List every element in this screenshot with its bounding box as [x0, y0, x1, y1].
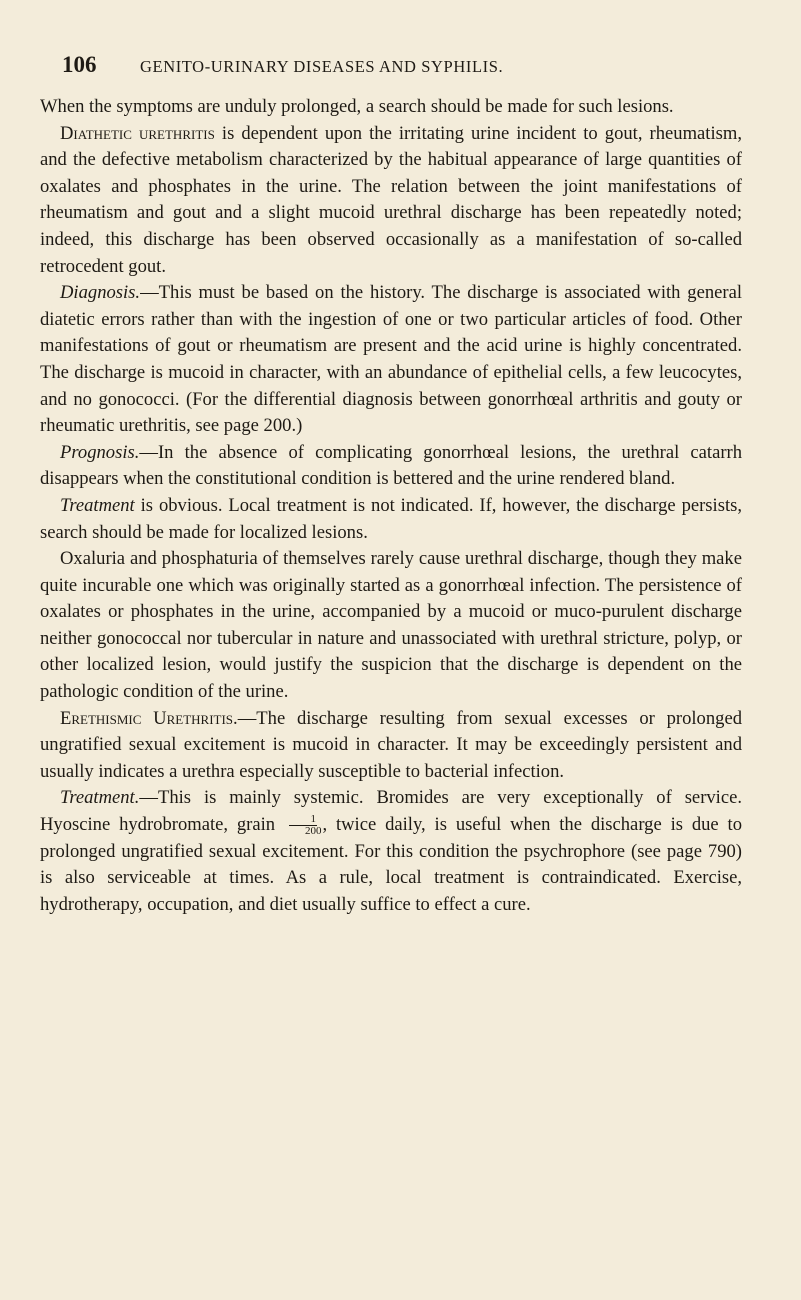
subheading-prognosis: Prognosis.: [60, 441, 140, 463]
subheading-diagnosis: Diagnosis.: [60, 282, 141, 304]
running-title: GENITO-URINARY DISEASES AND SYPHILIS.: [140, 57, 504, 76]
fraction-denominator: 200: [304, 825, 322, 838]
section-heading-diathetic: Diathetic urethritis: [60, 122, 215, 144]
fraction: [285, 814, 322, 837]
paragraph-diathetic: [40, 121, 742, 281]
body-text: [40, 94, 742, 918]
paragraph-text: is obvious. Local treatment is not indicated. If, however, the discharge persists, search should be made for localized lesions.: [40, 494, 742, 543]
subheading-treatment-2: Treatment.: [60, 787, 140, 809]
paragraph-1: When the symptoms are unduly prolonged, a search should be made for such lesions.: [40, 96, 674, 117]
paragraph-treatment: [40, 493, 742, 546]
paragraph-text: —The discharge resulting from sexual excesses or prolonged ungratified sexual excitement is mucoid in character. It may be exceedingly persistent and usually indicates a urethra especially susceptible to bacterial infection.: [40, 707, 742, 782]
subheading-treatment: Treatment: [60, 494, 135, 516]
page-header: [62, 52, 762, 86]
paragraph-prognosis: [40, 440, 742, 493]
paragraph-text: is dependent upon the irritating urine incident to gout, rheumatism, and the defective metabolism characterized by the habitual appearance of large quantities of oxalates and phosphates in the urine. The relation between the joint manifestations of rheumatism and gout and a slight mucoid urethral discharge has been repeatedly noted; indeed, this discharge has been observed occasionally as a manifestation of so-called retrocedent gout.: [40, 122, 742, 277]
fraction-numerator: 1: [289, 814, 317, 826]
paragraph-erethismic: [40, 706, 742, 786]
paragraph-text: , twice daily, is useful when the discharge is due to prolonged ungratified sexual excitement. For this condition the psychrophore (see page 790) is also serviceable at times. As a rule, local treatment is contraindicated. Exercise, hydrotherapy, occupation, and diet usually suffice to effect a cure.: [40, 814, 742, 915]
section-heading-erethismic: Erethismic Urethritis.: [60, 707, 238, 729]
paragraph-treatment-2: [40, 785, 742, 918]
page-number: 106: [62, 52, 97, 77]
paragraph-diagnosis: [40, 280, 742, 440]
paragraph-text: —In the absence of complicating gonorrhœal lesions, the urethral catarrh disappears when the constitutional condition is bettered and the urine rendered bland.: [40, 441, 742, 490]
paragraph-oxaluria: Oxaluria and phosphaturia of themselves rarely cause urethral discharge, though they make quite incurable one which was originally started as a gonorrhœal infection. The persistence of oxalates or phosphates in the urine, accompanied by a mucoid or muco-purulent discharge neither gonococcal nor tubercular in nature and unassociated with urethral stricture, polyp, or other localized lesion, would justify the suspicion that the discharge is dependent on the pathologic condition of the urine.: [40, 548, 742, 703]
paragraph-text: —This must be based on the history. The discharge is associated with general diatetic errors rather than with the ingestion of one or two particular articles of food. Other manifestations of gout or rheumatism are present and the acid urine is highly concentrated. The discharge is mucoid in character, with an abundance of epithelial cells, a few leucocytes, and no gonococci. (For the differential diagnosis between gonorrhœal arthritis and gouty or rheumatic urethritis, see page 200.): [40, 282, 742, 437]
paragraph-text: —This is mainly systemic. Bromides are very exceptionally of service. Hyoscine hydrobromate, grain: [40, 787, 742, 836]
